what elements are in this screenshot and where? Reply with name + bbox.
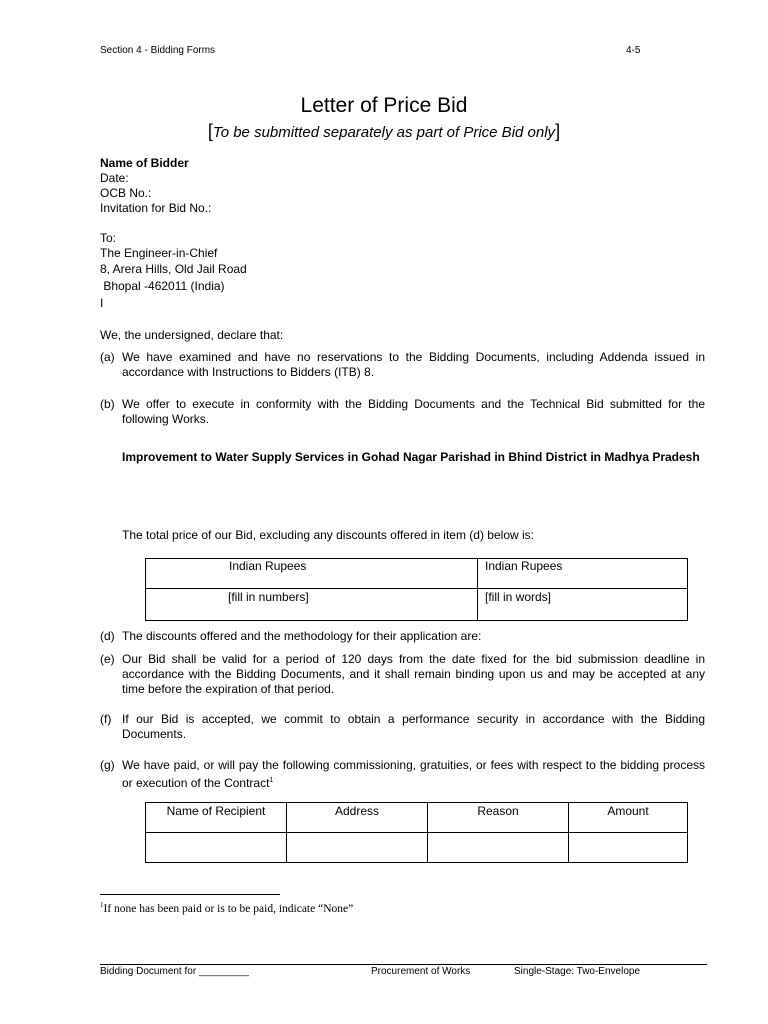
fees-table-cell xyxy=(146,833,287,863)
footnote-number: 1 xyxy=(100,901,104,909)
footer-divider xyxy=(100,964,707,965)
fees-table-row xyxy=(146,833,688,863)
page-subtitle xyxy=(0,121,768,142)
fees-table-header-cell: Address xyxy=(287,803,428,833)
price-table-header-row xyxy=(146,559,688,589)
item-g-body: We have paid, or will pay the following commissioning, gratuities, or fees with respect to the bidding process or execution of the Contract xyxy=(122,758,705,790)
price-table-cell: [fill in numbers] xyxy=(146,589,478,621)
section-header: Section 4 - Bidding Forms xyxy=(100,45,216,56)
item-b-text: We offer to execute in conformity with the Bidding Documents and the Technical Bid submitted for the following Works. xyxy=(122,397,705,426)
address-line-3: Bhopal -462011 (India) xyxy=(100,279,225,293)
page-title: Letter of Price Bid xyxy=(300,94,468,117)
item-a-text: We have examined and have no reservations to the Bidding Documents, including Addenda issued in accordance with Instructions to Bidders (ITB) 8. xyxy=(122,350,705,379)
footer-right: Single-Stage: Two-Envelope xyxy=(514,966,641,977)
fees-table-header-cell: Name of Recipient xyxy=(146,803,287,833)
footnote-ref: 1 xyxy=(269,777,274,784)
fees-table-header-row xyxy=(146,803,688,833)
address-line-2: 8, Arera Hills, Old Jail Road xyxy=(100,262,247,276)
fees-table-cell xyxy=(569,833,688,863)
price-table xyxy=(145,558,688,621)
item-e-text: Our Bid shall be valid for a period of 120 days from the date fixed for the bid submission deadline in accordance with the Bidding Documents, and it shall remain binding upon us and may be accepted at any time before the expiration of that period. xyxy=(122,652,705,696)
item-f-label: (f) xyxy=(100,712,112,726)
total-price-text: The total price of our Bid, excluding any discounts offered in item (d) below is: xyxy=(122,528,534,542)
item-e-label: (e) xyxy=(100,652,115,666)
fees-table-header-cell: Reason xyxy=(428,803,569,833)
fees-table-cell xyxy=(287,833,428,863)
subtitle-open-bracket: [ xyxy=(207,121,213,141)
subtitle-text: To be submitted separately as part of Price Bid only xyxy=(212,124,556,141)
price-table-header-cell: Indian Rupees xyxy=(478,559,688,589)
address-line-4: I xyxy=(100,296,104,310)
item-b-label: (b) xyxy=(100,397,115,411)
address-to: To: xyxy=(100,231,117,245)
item-a-label: (a) xyxy=(100,350,115,364)
price-table-header-cell: Indian Rupees xyxy=(146,559,478,589)
subtitle-close-bracket: ] xyxy=(555,121,561,141)
fees-table-header-cell: Amount xyxy=(569,803,688,833)
date-label: Date: xyxy=(100,171,129,185)
fees-table xyxy=(145,802,688,863)
price-table-row xyxy=(146,589,688,621)
footer-left: Bidding Document for _________ xyxy=(100,966,249,977)
bidder-name-label: Name of Bidder xyxy=(100,156,189,170)
price-table-cell: [fill in words] xyxy=(478,589,688,621)
page-number: 4-5 xyxy=(626,45,641,56)
works-description: Improvement to Water Supply Services in Gohad Nagar Parishad in Bhind District in Madhya Pradesh xyxy=(122,450,700,464)
ifb-label: Invitation for Bid No.: xyxy=(100,201,212,215)
item-d-label: (d) xyxy=(100,629,115,643)
item-f-text: If our Bid is accepted, we commit to obtain a performance security in accordance with the Bidding Documents. xyxy=(122,712,705,741)
address-line-1: The Engineer-in-Chief xyxy=(100,246,218,260)
footnote-divider xyxy=(100,894,280,895)
declaration-intro: We, the undersigned, declare that: xyxy=(100,328,284,342)
footer-center: Procurement of Works xyxy=(371,966,471,977)
item-g-label: (g) xyxy=(100,758,115,772)
ocb-label: OCB No.: xyxy=(100,186,152,200)
fees-table-cell xyxy=(428,833,569,863)
item-d-text: The discounts offered and the methodology for their application are: xyxy=(122,629,482,643)
footnote xyxy=(100,901,353,915)
footnote-text: If none has been paid or is to be paid, indicate “None” xyxy=(103,902,354,915)
item-g-text xyxy=(122,758,705,791)
